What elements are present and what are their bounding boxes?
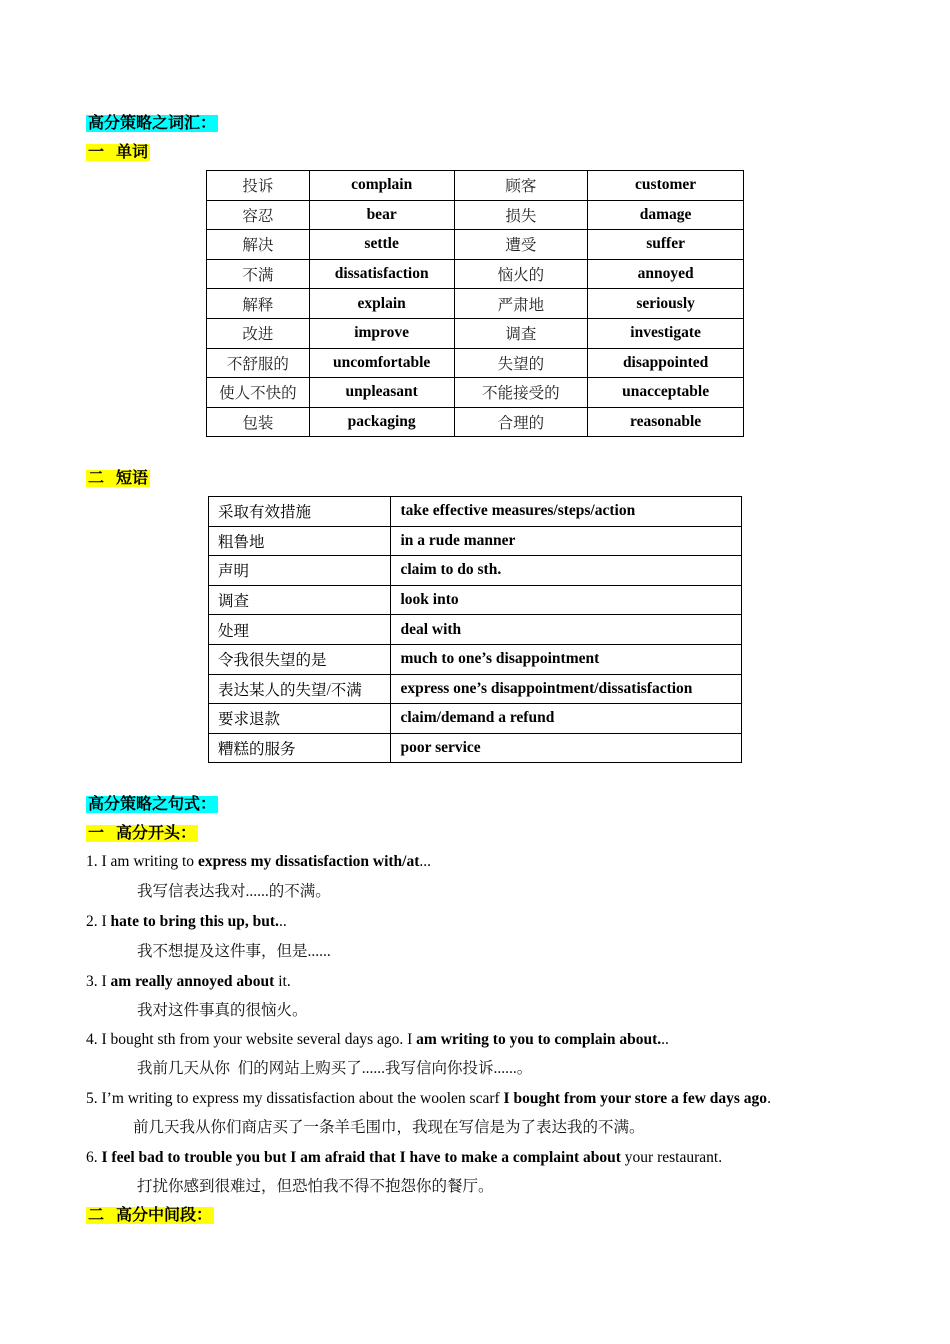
sentence-keyphrase: am writing to you to complain about. bbox=[416, 1031, 662, 1048]
phrase-chinese: 粗鲁地 bbox=[209, 526, 391, 556]
sentence-item bbox=[86, 1148, 722, 1168]
sentence-text: it. bbox=[274, 973, 291, 990]
word-english: uncomfortable bbox=[309, 348, 454, 378]
word-chinese: 损失 bbox=[454, 200, 588, 230]
word-english: improve bbox=[309, 318, 454, 348]
word-chinese: 恼火的 bbox=[454, 259, 588, 289]
vocab-row bbox=[207, 318, 744, 348]
word-chinese: 合理的 bbox=[454, 407, 588, 437]
word-chinese: 顾客 bbox=[454, 171, 588, 201]
vocab-row bbox=[207, 289, 744, 319]
sentence-translation: 前几天我从你们商店买了一条羊毛围巾，我现在写信是为了表达我的不满。 bbox=[133, 1119, 645, 1136]
phrase-english: poor service bbox=[391, 733, 742, 763]
word-chinese: 解释 bbox=[207, 289, 310, 319]
sentence-translation: 我写信表达我对......的不满。 bbox=[137, 883, 331, 900]
sentence-text: .. bbox=[278, 913, 287, 930]
phrase-row bbox=[209, 585, 742, 615]
word-chinese: 严肃地 bbox=[454, 289, 588, 319]
vocab-section-title: 高分策略之词汇： bbox=[88, 115, 217, 132]
phrase-chinese: 声明 bbox=[209, 556, 391, 586]
vocab-row bbox=[207, 378, 744, 408]
word-english: bear bbox=[309, 200, 454, 230]
word-chinese: 不能接受的 bbox=[454, 378, 588, 408]
word-english: suffer bbox=[588, 230, 744, 260]
word-english: settle bbox=[309, 230, 454, 260]
word-english: annoyed bbox=[588, 259, 744, 289]
word-english: complain bbox=[309, 171, 454, 201]
phrase-row bbox=[209, 615, 742, 645]
word-english: packaging bbox=[309, 407, 454, 437]
word-chinese: 包装 bbox=[207, 407, 310, 437]
middle-subtitle: 二 高分中间段： bbox=[88, 1207, 213, 1224]
sentence-text: 1. I am writing to bbox=[86, 853, 198, 870]
vocab-table bbox=[206, 170, 744, 437]
sentence-keyphrase: I feel bad to trouble you but I am afraid that I have to make a complaint about bbox=[101, 1149, 621, 1166]
sentence-keyphrase: express my dissatisfaction with/at bbox=[197, 853, 420, 870]
word-chinese: 不舒服的 bbox=[207, 348, 310, 378]
sentence-translation: 我对这件事真的很恼火。 bbox=[137, 1002, 308, 1019]
sentence-text: ... bbox=[419, 853, 432, 870]
word-chinese: 失望的 bbox=[454, 348, 588, 378]
sentence-item bbox=[86, 912, 287, 932]
vocab-row bbox=[207, 407, 744, 437]
word-english: damage bbox=[588, 200, 744, 230]
phrase-row bbox=[209, 526, 742, 556]
phrase-chinese: 糟糕的服务 bbox=[209, 733, 391, 763]
sentence-keyphrase: I bought from your store a few days ago bbox=[503, 1090, 768, 1107]
phrase-row bbox=[209, 497, 742, 527]
sentence-translation: 打扰你感到很难过，但恐怕我不得不抱怨你的餐厅。 bbox=[137, 1178, 494, 1195]
word-chinese: 改进 bbox=[207, 318, 310, 348]
sentence-text: 6. bbox=[86, 1149, 102, 1166]
sentence-text: your restaurant. bbox=[620, 1149, 723, 1166]
words-subtitle: 一 单词 bbox=[88, 144, 149, 161]
phrase-english: claim to do sth. bbox=[391, 556, 742, 586]
phrase-row bbox=[209, 704, 742, 734]
word-chinese: 容忍 bbox=[207, 200, 310, 230]
sentence-text: 5. I’m writing to express my dissatisfaction about the woolen scarf bbox=[86, 1090, 504, 1107]
word-english: disappointed bbox=[588, 348, 744, 378]
word-english: customer bbox=[588, 171, 744, 201]
phrase-english: claim/demand a refund bbox=[391, 704, 742, 734]
phrase-chinese: 令我很失望的是 bbox=[209, 644, 391, 674]
phrase-chinese: 要求退款 bbox=[209, 704, 391, 734]
phrases-subtitle: 二 短语 bbox=[88, 470, 149, 487]
phrase-row bbox=[209, 733, 742, 763]
sentence-section-title: 高分策略之句式： bbox=[88, 796, 217, 813]
phrase-chinese: 调查 bbox=[209, 585, 391, 615]
phrase-row bbox=[209, 556, 742, 586]
phrase-english: deal with bbox=[391, 615, 742, 645]
sentence-text: 3. I bbox=[86, 973, 111, 990]
word-english: investigate bbox=[588, 318, 744, 348]
word-english: unacceptable bbox=[588, 378, 744, 408]
vocab-row bbox=[207, 259, 744, 289]
vocab-row bbox=[207, 200, 744, 230]
sentence-text: . bbox=[767, 1090, 771, 1107]
word-english: seriously bbox=[588, 289, 744, 319]
sentence-keyphrase: hate to bring this up, but. bbox=[110, 913, 279, 930]
phrase-chinese: 表达某人的失望/不满 bbox=[209, 674, 391, 704]
opening-subtitle: 一 高分开头： bbox=[88, 825, 197, 842]
sentence-text: .. bbox=[661, 1031, 669, 1048]
phrase-chinese: 处理 bbox=[209, 615, 391, 645]
word-chinese: 解决 bbox=[207, 230, 310, 260]
word-english: explain bbox=[309, 289, 454, 319]
phrase-row bbox=[209, 644, 742, 674]
vocab-row bbox=[207, 348, 744, 378]
sentence-item bbox=[86, 1030, 669, 1050]
phrase-english: much to one’s disappointment bbox=[391, 644, 742, 674]
sentence-translation: 我前几天从你 们的网站上购买了......我写信向你投诉......。 bbox=[137, 1060, 533, 1077]
phrase-table bbox=[208, 496, 742, 763]
phrase-row bbox=[209, 674, 742, 704]
word-chinese: 不满 bbox=[207, 259, 310, 289]
sentence-item bbox=[86, 1089, 771, 1109]
word-chinese: 投诉 bbox=[207, 171, 310, 201]
word-chinese: 调查 bbox=[454, 318, 588, 348]
word-chinese: 使人不快的 bbox=[207, 378, 310, 408]
phrase-chinese: 采取有效措施 bbox=[209, 497, 391, 527]
sentence-item bbox=[86, 852, 431, 872]
phrase-english: look into bbox=[391, 585, 742, 615]
word-english: reasonable bbox=[588, 407, 744, 437]
word-english: dissatisfaction bbox=[309, 259, 454, 289]
phrase-english: in a rude manner bbox=[391, 526, 742, 556]
word-chinese: 遭受 bbox=[454, 230, 588, 260]
sentence-text: 4. I bought sth from your website several days ago. I bbox=[86, 1031, 417, 1048]
sentence-keyphrase: am really annoyed about bbox=[110, 973, 275, 990]
sentence-item bbox=[86, 972, 291, 992]
vocab-row bbox=[207, 171, 744, 201]
word-english: unpleasant bbox=[309, 378, 454, 408]
vocab-row bbox=[207, 230, 744, 260]
sentence-translation: 我不想提及这件事，但是...... bbox=[137, 943, 331, 960]
phrase-english: take effective measures/steps/action bbox=[391, 497, 742, 527]
phrase-english: express one’s disappointment/dissatisfaction bbox=[391, 674, 742, 704]
sentence-text: 2. I bbox=[86, 913, 111, 930]
